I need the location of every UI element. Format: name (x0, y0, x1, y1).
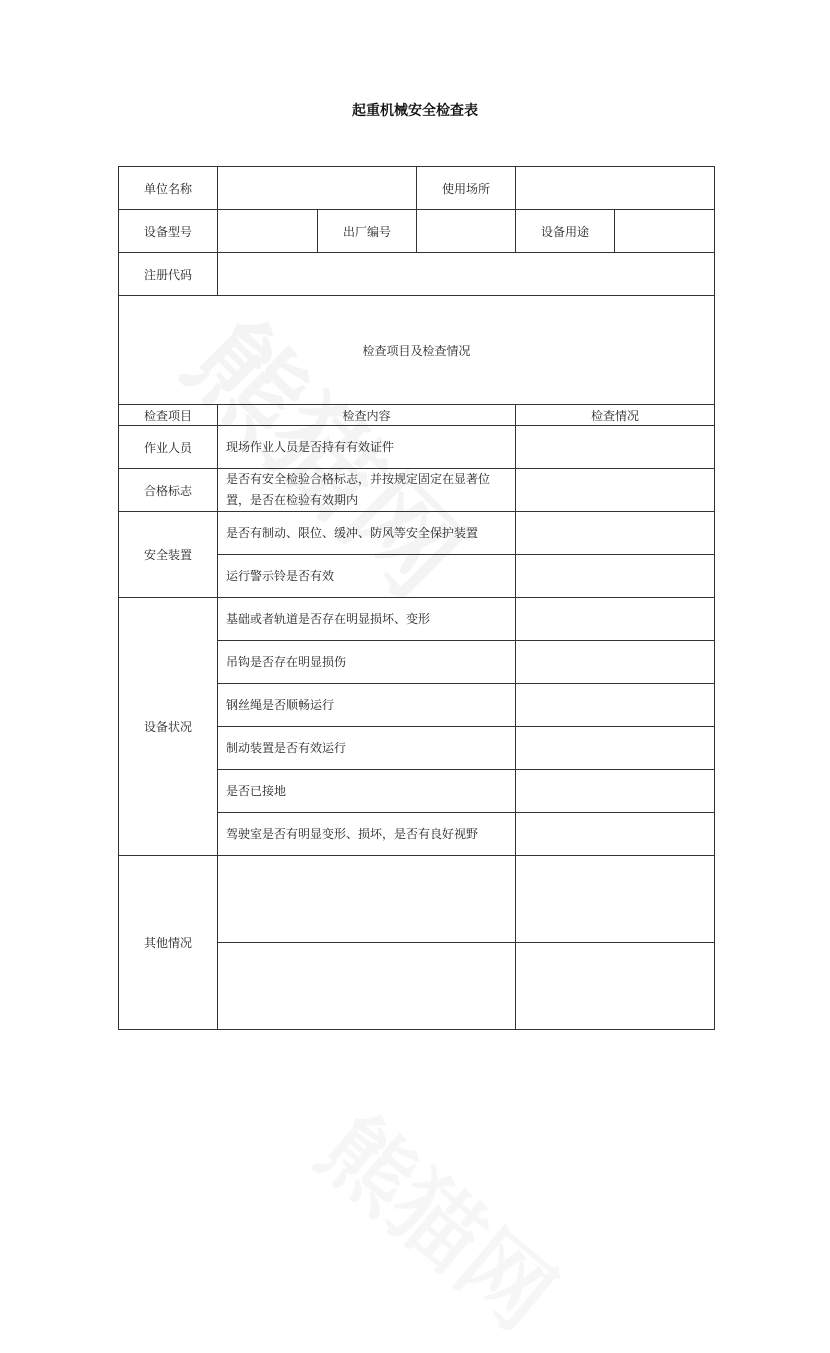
field-registration-code[interactable] (218, 253, 715, 296)
status-cell[interactable] (516, 813, 715, 856)
status-cell[interactable] (516, 684, 715, 727)
content-qualification: 是否有安全检验合格标志，并按规定固定在显著位置，是否在检验有效期内 (218, 469, 516, 512)
field-equipment-use[interactable] (615, 210, 715, 253)
status-cell[interactable] (516, 641, 715, 684)
label-unit-name: 单位名称 (119, 167, 218, 210)
field-factory-number[interactable] (417, 210, 516, 253)
content-other-1[interactable] (218, 856, 516, 943)
label-equipment-use: 设备用途 (516, 210, 615, 253)
content-safety-1: 是否有制动、限位、缓冲、防风等安全保护装置 (218, 512, 516, 555)
label-factory-number: 出厂编号 (318, 210, 417, 253)
category-equipment: 设备状况 (119, 598, 218, 856)
status-cell[interactable] (516, 469, 715, 512)
status-cell[interactable] (516, 426, 715, 469)
watermark-bottom (296, 1080, 586, 1353)
status-cell[interactable] (516, 727, 715, 770)
status-cell[interactable] (516, 598, 715, 641)
status-cell[interactable] (516, 512, 715, 555)
field-use-site[interactable] (516, 167, 715, 210)
category-qualification: 合格标志 (119, 469, 218, 512)
status-cell[interactable] (516, 770, 715, 813)
content-safety-2: 运行警示铃是否有效 (218, 555, 516, 598)
status-cell[interactable] (516, 943, 715, 1030)
page-title: 起重机械安全检查表 (352, 103, 478, 119)
header-content: 检查内容 (218, 405, 516, 426)
content-personnel: 现场作业人员是否持有有效证件 (218, 426, 516, 469)
category-other: 其他情况 (119, 856, 218, 1030)
field-unit-name[interactable] (218, 167, 417, 210)
content-equipment-3: 钢丝绳是否顺畅运行 (218, 684, 516, 727)
label-equipment-model: 设备型号 (119, 210, 218, 253)
header-status: 检查情况 (516, 405, 715, 426)
label-use-site: 使用场所 (417, 167, 516, 210)
content-equipment-4: 制动装置是否有效运行 (218, 727, 516, 770)
category-safety: 安全装置 (119, 512, 218, 598)
field-equipment-model[interactable] (218, 210, 318, 253)
header-item: 检查项目 (119, 405, 218, 426)
content-equipment-6: 驾驶室是否有明显变形、损坏，是否有良好视野 (218, 813, 516, 856)
inspection-table (118, 166, 715, 1030)
section-title: 检查项目及检查情况 (119, 296, 715, 405)
content-equipment-1: 基础或者轨道是否存在明显损坏、变形 (218, 598, 516, 641)
category-personnel: 作业人员 (119, 426, 218, 469)
status-cell[interactable] (516, 856, 715, 943)
content-equipment-2: 吊钩是否存在明显损伤 (218, 641, 516, 684)
status-cell[interactable] (516, 555, 715, 598)
content-equipment-5: 是否已接地 (218, 770, 516, 813)
label-registration-code: 注册代码 (119, 253, 218, 296)
content-other-2[interactable] (218, 943, 516, 1030)
